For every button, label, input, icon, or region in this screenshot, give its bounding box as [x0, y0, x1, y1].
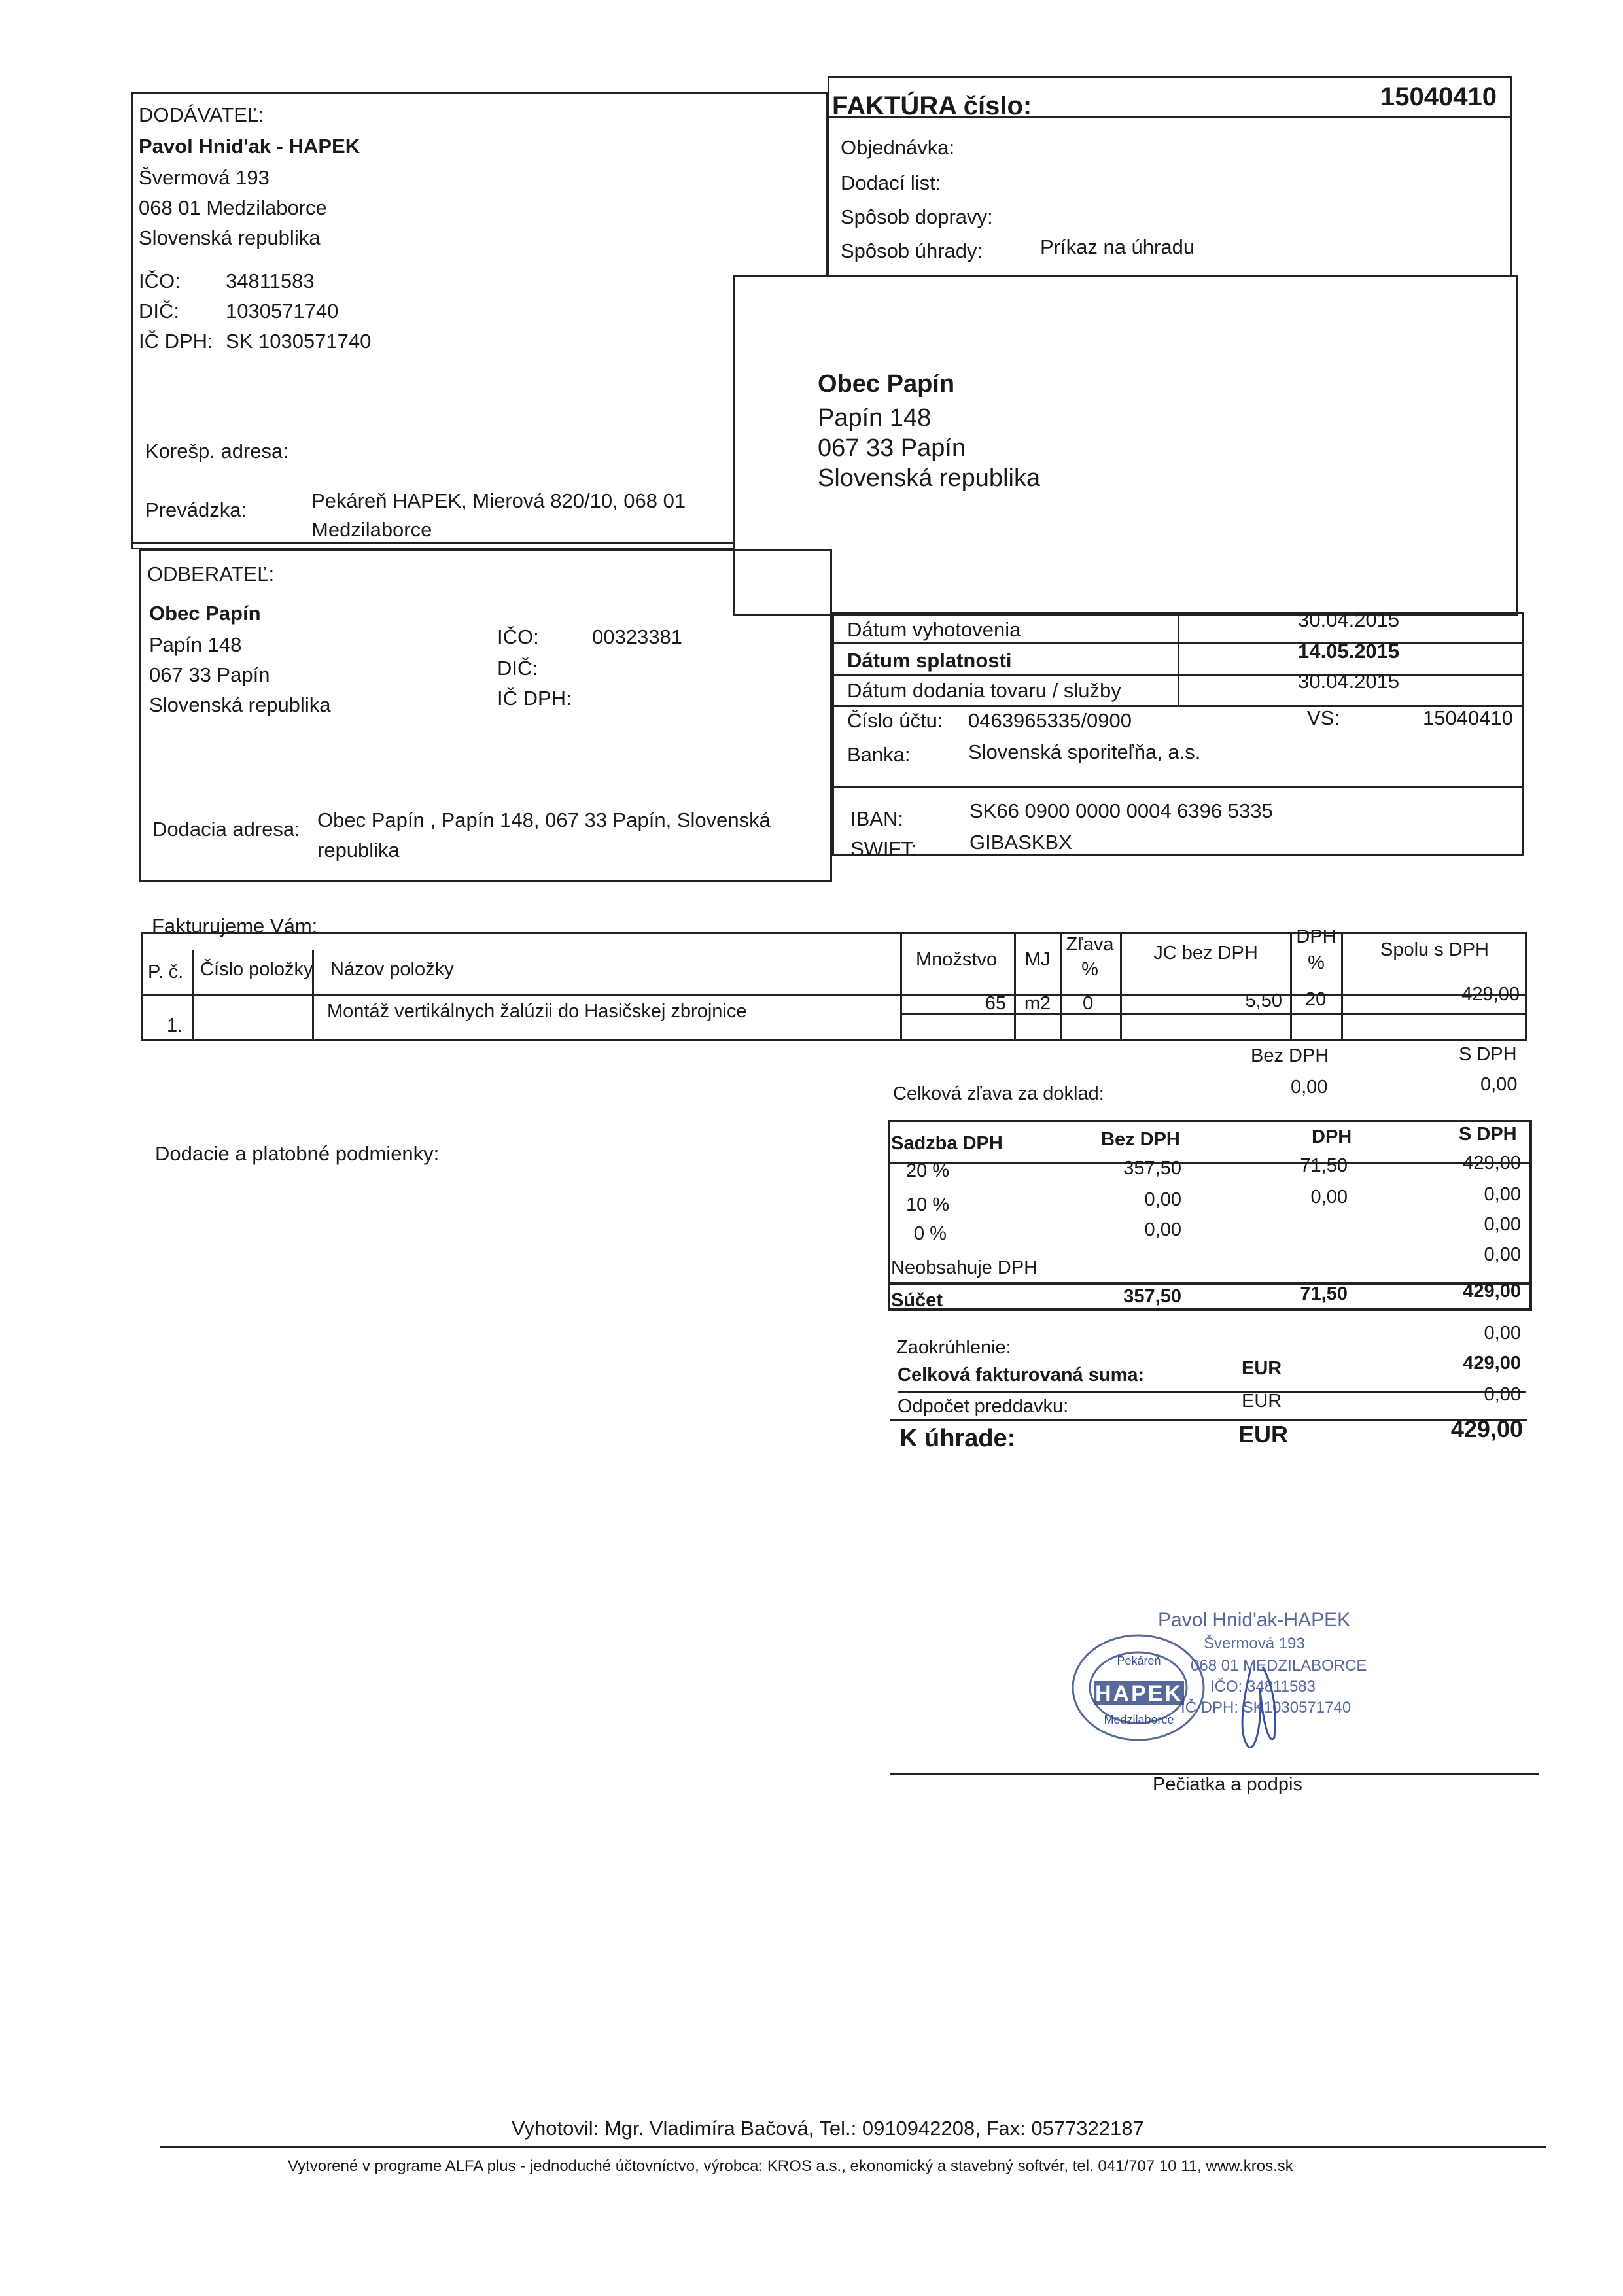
discount-s: 0,00	[1480, 1074, 1518, 1095]
supplier-koresp-label: Korešp. adresa:	[145, 440, 288, 462]
row-dph: 20	[1305, 989, 1327, 1010]
supplier-dic-label: DIČ:	[139, 300, 179, 322]
window-name: Obec Papín	[818, 370, 955, 398]
vat-s: 0,00	[1484, 1184, 1521, 1205]
vat-col-dph: DPH	[1312, 1126, 1352, 1147]
customer-ico: 00323381	[592, 625, 682, 648]
divider	[900, 932, 902, 1040]
row-pc: 1.	[167, 1015, 183, 1036]
prepayment-value: 0,00	[1484, 1384, 1521, 1405]
row-jc: 5,50	[1245, 990, 1282, 1011]
vat-total-s: 429,00	[1463, 1281, 1521, 1302]
vat-total-label: Súčet	[891, 1290, 943, 1311]
window-country: Slovenská republika	[818, 464, 1041, 492]
divider	[160, 2146, 1546, 2148]
vat-dph: 0,00	[1310, 1187, 1348, 1208]
divider	[1178, 612, 1179, 705]
col-zlava: Zľava	[1066, 934, 1114, 955]
vat-col-bez: Bez DPH	[1101, 1129, 1180, 1150]
vat-bez: 0,00	[1144, 1219, 1181, 1240]
vat-s: 0,00	[1484, 1244, 1521, 1265]
stamp-line3: 068 01 MEDZILABORCE	[1191, 1657, 1367, 1675]
supplier-country: Slovenská republika	[139, 226, 321, 249]
iban-value: SK66 0900 0000 0004 6396 5335	[969, 799, 1273, 822]
window-city: 067 33 Papín	[818, 434, 966, 462]
divider	[1290, 932, 1292, 1040]
items-table	[141, 932, 1527, 1041]
signature-label: Pečiatka a podpis	[1153, 1774, 1302, 1795]
vat-col-s: S DPH	[1459, 1124, 1517, 1145]
divider	[131, 542, 828, 544]
total-invoiced-currency: EUR	[1242, 1358, 1282, 1379]
supplier-dic: 1030571740	[226, 300, 339, 322]
vat-s: 429,00	[1463, 1153, 1521, 1174]
amount-due-value: 429,00	[1450, 1416, 1523, 1442]
supplier-heading: DODÁVATEĽ:	[139, 103, 264, 126]
date-delivery-label: Dátum dodania tovaru / služby	[847, 679, 1121, 702]
vat-rate: Neobsahuje DPH	[891, 1257, 1038, 1278]
vat-rate: 0 %	[914, 1223, 947, 1244]
date-due-label: Dátum splatnosti	[847, 649, 1012, 672]
vat-total-dph: 71,50	[1300, 1283, 1348, 1304]
uhrada-label: Spôsob úhrady:	[841, 239, 983, 262]
vat-total-bez: 357,50	[1123, 1286, 1181, 1307]
doprava-label: Spôsob dopravy:	[841, 205, 993, 228]
delivery-line1: Obec Papín , Papín 148, 067 33 Papín, Slovenská	[317, 809, 771, 831]
footer-software: Vytvorené v programe ALFA plus - jednoduché účtovníctvo, výrobca: KROS a.s., ekonomický a stavebný softvér, tel. 041/707 10 11, www.kros.sk	[288, 2157, 1293, 2175]
prepayment-currency: EUR	[1242, 1391, 1282, 1412]
account-number: 0463965335/0900	[968, 709, 1132, 732]
prepayment-label: Odpočet preddavku:	[898, 1396, 1069, 1417]
stamp-line5: IČ DPH: SK1030571740	[1181, 1699, 1352, 1716]
invoice-number: 15040410	[1380, 82, 1497, 111]
stamp-line4: IČO: 34811583	[1210, 1678, 1316, 1696]
delivery-line2: republika	[317, 839, 400, 861]
divider	[832, 786, 1524, 788]
vat-bez: 0,00	[1144, 1189, 1181, 1210]
row-spolu: 429,00	[1461, 984, 1520, 1005]
vat-dph: 71,50	[1300, 1155, 1348, 1176]
row-mj: m2	[1024, 993, 1051, 1014]
vat-rate: 10 %	[906, 1194, 950, 1215]
customer-street: Papín 148	[149, 633, 242, 656]
discount-s-label: S DPH	[1459, 1044, 1517, 1065]
divider	[139, 880, 832, 882]
discount-bez: 0,00	[1291, 1077, 1328, 1098]
vs-value: 15040410	[1423, 706, 1513, 729]
vat-bez: 357,50	[1123, 1158, 1181, 1179]
date-due: 14.05.2015	[1298, 640, 1400, 663]
bank-label: Banka:	[847, 743, 911, 766]
supplier-prevadzka-line1: Pekáreň HAPEK, Mierová 820/10, 068 01	[311, 489, 686, 512]
iban-label: IBAN:	[850, 807, 903, 830]
rounding-value: 0,00	[1484, 1323, 1521, 1344]
supplier-name: Pavol Hnid'ak - HAPEK	[139, 135, 360, 158]
stamp-logo: HAPEK	[1094, 1681, 1183, 1706]
customer-name: Obec Papín	[149, 602, 261, 625]
divider	[1120, 932, 1122, 1040]
col-dph: DPH	[1296, 926, 1336, 947]
supplier-prevadzka-line2: Medzilaborce	[311, 518, 432, 541]
stamp-line2: Švermová 193	[1204, 1635, 1305, 1652]
supplier-icdph: SK 1030571740	[226, 330, 372, 353]
discount-label: Celková zľava za doklad:	[893, 1083, 1104, 1104]
col-dph-pct: %	[1308, 952, 1325, 973]
col-mj: MJ	[1024, 949, 1051, 970]
window-street: Papín 148	[818, 404, 932, 432]
supplier-prevadzka-label: Prevádzka:	[145, 498, 247, 521]
stamp-circle-top: Pekáreň	[1117, 1654, 1161, 1667]
date-delivery: 30.04.2015	[1298, 670, 1400, 693]
vat-s: 0,00	[1484, 1214, 1521, 1235]
col-pc: P. č.	[148, 962, 184, 983]
swift-label: SWIFT:	[850, 837, 917, 860]
divider	[832, 705, 1524, 707]
stamp-line1: Pavol Hnid'ak-HAPEK	[1158, 1609, 1351, 1631]
customer-dic-label: DIČ:	[497, 657, 538, 680]
invoice-title: FAKTÚRA číslo:	[832, 92, 1032, 120]
customer-country: Slovenská republika	[149, 693, 331, 716]
col-mnozstvo: Množstvo	[916, 949, 998, 970]
dodaci-label: Dodací list:	[841, 171, 941, 194]
supplier-ico-label: IČO:	[139, 270, 181, 292]
customer-heading: ODBERATEĽ:	[147, 563, 275, 585]
account-label: Číslo účtu:	[847, 709, 943, 732]
row-mnozstvo: 65	[985, 993, 1006, 1014]
row-nazov: Montáž vertikálnych žalúzii do Hasičskej zbrojnice	[327, 1001, 747, 1022]
customer-ico-label: IČO:	[497, 625, 539, 648]
conditions-label: Dodacie a platobné podmienky:	[155, 1142, 440, 1165]
supplier-city: 068 01 Medzilaborce	[139, 196, 327, 219]
supplier-icdph-label: IČ DPH:	[139, 330, 213, 353]
discount-bez-label: Bez DPH	[1251, 1045, 1329, 1066]
objednavka-label: Objednávka:	[841, 136, 955, 159]
date-issue: 30.04.2015	[1298, 608, 1400, 631]
vat-rate: 20 %	[906, 1160, 950, 1181]
total-invoiced-value: 429,00	[1463, 1353, 1521, 1374]
swift-value: GIBASKBX	[969, 831, 1072, 854]
total-invoiced-label: Celková fakturovaná suma:	[898, 1365, 1145, 1385]
amount-due-label: K úhrade:	[899, 1425, 1016, 1452]
vs-label: VS:	[1307, 706, 1340, 729]
col-nazov: Názov položky	[330, 959, 454, 980]
company-stamp	[1066, 1590, 1433, 1753]
col-spolu: Spolu s DPH	[1380, 939, 1489, 960]
bank-name: Slovenská sporiteľňa, a.s.	[968, 740, 1201, 763]
uhrada-value: Príkaz na úhradu	[1040, 235, 1195, 258]
col-jc: JC bez DPH	[1153, 943, 1258, 964]
items-intro: Fakturujeme Vám:	[152, 914, 318, 937]
date-issue-label: Dátum vyhotovenia	[847, 618, 1021, 641]
divider	[192, 950, 194, 1040]
vat-col-sadzba: Sadzba DPH	[891, 1133, 1003, 1154]
delivery-label: Dodacia adresa:	[152, 818, 300, 841]
stamp-circle-bottom: Medzilaborce	[1104, 1713, 1174, 1726]
stamp-graphic	[1066, 1590, 1433, 1753]
footer-issued-by: Vyhotovil: Mgr. Vladimíra Bačová, Tel.: 0910942208, Fax: 0577322187	[512, 2117, 1144, 2140]
supplier-ico: 34811583	[226, 270, 315, 292]
customer-city: 067 33 Papín	[149, 663, 270, 686]
amount-due-currency: EUR	[1238, 1421, 1289, 1448]
supplier-street: Švermová 193	[139, 166, 270, 189]
divider	[1014, 932, 1016, 1040]
rounding-label: Zaokrúhlenie:	[896, 1337, 1011, 1358]
col-zlava-pct: %	[1081, 959, 1098, 980]
row-zlava: 0	[1083, 993, 1094, 1014]
customer-icdph-label: IČ DPH:	[497, 687, 572, 710]
col-cislo: Číslo položky	[200, 959, 313, 980]
